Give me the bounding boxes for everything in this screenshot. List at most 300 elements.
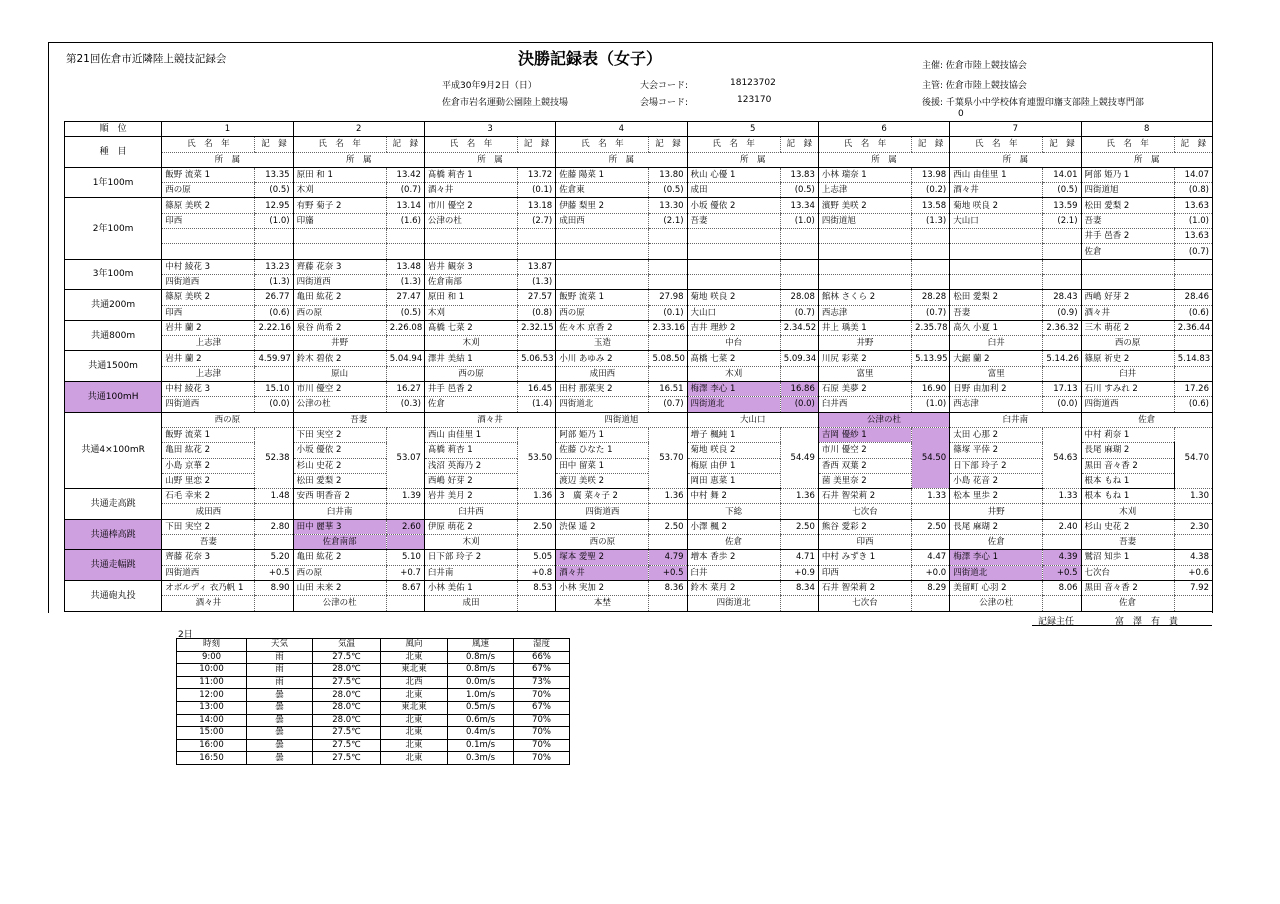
athlete-name: 伊藤 梨里 2 [556, 198, 649, 213]
record-column-header: 記 録 [912, 137, 950, 152]
athlete-name: 原田 和 1 [424, 290, 517, 305]
record-value: 13.80 [649, 167, 687, 182]
athlete-name: 篠原 祈史 2 [1081, 351, 1174, 366]
affiliation [293, 244, 386, 259]
relay-member: 下田 実空 2 [293, 427, 386, 442]
wind-value: (1.3) [386, 274, 424, 289]
athlete-name: 岩井 蘭 2 [162, 351, 255, 366]
weather-cell: 12:00 [177, 689, 247, 702]
affiliation-column-header: 所 属 [818, 152, 949, 167]
record-value: 13.59 [1043, 198, 1081, 213]
meet-code: 18123702 [730, 78, 776, 88]
affiliation: 酒々井 [162, 596, 255, 611]
affiliation: 原山 [293, 366, 386, 381]
wind-value [1043, 596, 1081, 611]
weather-cell: 28.0℃ [313, 689, 381, 702]
wind-value: (1.0) [780, 213, 818, 228]
relay-member: 亀田 紘花 2 [162, 443, 255, 458]
record-value: 8.06 [1043, 580, 1081, 595]
wind-value: (1.3) [518, 274, 556, 289]
record-value: 17.13 [1043, 382, 1081, 397]
relay-member: 長尾 麻瑚 2 [1081, 443, 1174, 458]
weather-header: 風速 [448, 639, 514, 652]
athlete-name: 鈴木 菜月 2 [687, 580, 780, 595]
weather-cell: 27.5℃ [313, 739, 381, 752]
record-value [649, 229, 687, 244]
wind-value [912, 535, 950, 550]
athlete-name: 梅澤 李心 1 [950, 550, 1043, 565]
affiliation: 七次台 [818, 504, 911, 519]
affiliation: 木刈 [424, 336, 517, 351]
record-value [255, 229, 293, 244]
athlete-name: 井手 邑香 2 [1081, 229, 1174, 244]
record-value [1043, 229, 1081, 244]
affiliation: 成田 [424, 596, 517, 611]
weather-cell: 東北東 [381, 664, 448, 677]
weather-cell: 曇 [247, 701, 313, 714]
affiliation: 七次台 [818, 596, 911, 611]
athlete-name: 菊地 咲良 2 [687, 290, 780, 305]
athlete-name: 小川 あゆみ 2 [556, 351, 649, 366]
record-value: 5.14.26 [1043, 351, 1081, 366]
athlete-name: 髙橋 莉杏 1 [424, 167, 517, 182]
athlete-name: 西山 由佳里 1 [950, 167, 1043, 182]
weather-cell: 雨 [247, 676, 313, 689]
name-column-header: 氏 名 年 [950, 137, 1043, 152]
relay-member: 杉山 史花 2 [293, 458, 386, 473]
affiliation: 中台 [687, 336, 780, 351]
athlete-name: 井手 邑香 2 [424, 382, 517, 397]
signature-line [1032, 625, 1212, 626]
affiliation: 臼井 [1081, 366, 1174, 381]
affiliation: 上志津 [162, 336, 255, 351]
affiliation: 大山口 [687, 305, 780, 320]
page-title: 決勝記録表（女子） [518, 49, 663, 68]
relay-time: 54.63 [1043, 427, 1081, 488]
affiliation: 佐倉 [1081, 244, 1174, 259]
wind-value: +0.5 [649, 565, 687, 580]
affiliation: 臼井西 [818, 397, 911, 412]
wind-value [255, 336, 293, 351]
signature-label: 記録主任 [1038, 617, 1075, 627]
record-value: 13.83 [780, 167, 818, 182]
athlete-name: 下田 実空 2 [162, 519, 255, 534]
record-value: 27.98 [649, 290, 687, 305]
event-label: 種 目 [65, 137, 162, 168]
relay-member: 日下部 玲子 2 [950, 458, 1043, 473]
wind-value: (0.5) [1043, 183, 1081, 198]
record-value: 13.87 [518, 259, 556, 274]
athlete-name: 長尾 麻瑚 2 [950, 519, 1043, 534]
signature-name: 富 澤 有 貴 [1115, 617, 1179, 627]
affiliation: 井野 [818, 336, 911, 351]
affiliation: 佐倉 [1081, 596, 1174, 611]
event-name: 共通棒高跳 [65, 519, 162, 550]
rank-header: 5 [687, 122, 818, 137]
relay-time: 54.49 [780, 427, 818, 488]
athlete-name: 篠原 美咲 2 [162, 198, 255, 213]
rank-header: 1 [162, 122, 293, 137]
athlete-name: 石原 美夢 2 [818, 382, 911, 397]
affiliation: 吾妻 [687, 213, 780, 228]
weather-cell: 北東 [381, 689, 448, 702]
athlete-name: 渋保 遥 2 [556, 519, 649, 534]
affiliation: 佐倉東 [556, 183, 649, 198]
rank-header: 8 [1081, 122, 1212, 137]
wind-value: (0.1) [518, 183, 556, 198]
relay-time: 54.50 [912, 427, 950, 488]
wind-value [649, 336, 687, 351]
affiliation: 本埜 [556, 596, 649, 611]
athlete-name: 美留町 心羽 2 [950, 580, 1043, 595]
wind-value [518, 535, 556, 550]
wind-value [649, 504, 687, 519]
wind-value: (0.5) [649, 183, 687, 198]
weather-cell: 70% [514, 727, 570, 740]
affiliation: 吾妻 [1081, 535, 1174, 550]
athlete-name [556, 229, 649, 244]
affiliation: 佐倉 [687, 535, 780, 550]
meet-code-label: 大会コード: [640, 81, 689, 91]
affiliation: 木刈 [424, 305, 517, 320]
athlete-name: 中村 舞 2 [687, 489, 780, 504]
affiliation: 富里 [950, 366, 1043, 381]
athlete-name [687, 259, 780, 274]
weather-cell: 北東 [381, 651, 448, 664]
wind-value [518, 336, 556, 351]
affiliation: 公津の杜 [950, 596, 1043, 611]
athlete-name: 黒田 音々香 2 [1081, 580, 1174, 595]
record-value: 4.71 [780, 550, 818, 565]
record-value: 26.77 [255, 290, 293, 305]
record-value: 13.98 [912, 167, 950, 182]
record-value: 4.39 [1043, 550, 1081, 565]
manager: 主管: 佐倉市陸上競技協会 [922, 81, 1027, 91]
wind-value: +0.6 [1174, 565, 1212, 580]
weather-cell: 北西 [381, 676, 448, 689]
affiliation-column-header: 所 属 [162, 152, 293, 167]
event-name: 共通800m [65, 320, 162, 351]
relay-team: 佐倉 [1081, 412, 1212, 427]
affiliation: 成田 [687, 183, 780, 198]
affiliation: 臼井南 [293, 504, 386, 519]
affiliation [687, 274, 780, 289]
record-column-header: 記 録 [649, 137, 687, 152]
athlete-name: 石川 すみれ 2 [1081, 382, 1174, 397]
record-value: 13.72 [518, 167, 556, 182]
relay-member: 黒田 音々香 2 [1081, 458, 1174, 473]
athlete-name: 濱野 美咲 2 [818, 198, 911, 213]
affiliation: 木刈 [424, 535, 517, 550]
wind-value: (0.0) [1043, 397, 1081, 412]
wind-value: (1.0) [255, 213, 293, 228]
affiliation: 四街道旭 [1081, 183, 1174, 198]
record-value: 16.90 [912, 382, 950, 397]
athlete-name [162, 229, 255, 244]
athlete-name: オボルディ 衣乃帆 1 [162, 580, 255, 595]
relay-member: 太田 心那 2 [950, 427, 1043, 442]
wind-value: (0.5) [386, 305, 424, 320]
athlete-name: 岩井 蘭 2 [162, 320, 255, 335]
athlete-name: 秋山 心優 1 [687, 167, 780, 182]
weather-cell: 0.4m/s [448, 727, 514, 740]
wind-value [912, 504, 950, 519]
record-value: 1.39 [386, 489, 424, 504]
record-value: 2.26.08 [386, 320, 424, 335]
affiliation: 酒々井 [950, 183, 1043, 198]
weather-cell: 70% [514, 689, 570, 702]
record-value: 7.92 [1174, 580, 1212, 595]
athlete-name: 川尻 彩菜 2 [818, 351, 911, 366]
affiliation: 成田西 [556, 213, 649, 228]
results-table [64, 121, 1213, 612]
weather-header: 気温 [313, 639, 381, 652]
wind-value: (1.3) [255, 274, 293, 289]
affiliation [950, 244, 1043, 259]
affiliation: 佐倉南部 [293, 535, 386, 550]
record-value: 13.58 [912, 198, 950, 213]
record-value: 13.23 [255, 259, 293, 274]
athlete-name: 泉谷 尚希 2 [293, 320, 386, 335]
rank-header: 2 [293, 122, 424, 137]
athlete-name: 松田 愛梨 2 [1081, 198, 1174, 213]
affiliation [424, 244, 517, 259]
athlete-name: 塚本 愛聖 2 [556, 550, 649, 565]
affiliation: 佐倉南部 [424, 274, 517, 289]
affiliation [556, 274, 649, 289]
affiliation: 西の原 [556, 535, 649, 550]
relay-member: 飯野 流菜 1 [162, 427, 255, 442]
relay-team: 臼井南 [950, 412, 1081, 427]
affiliation: 印西 [818, 535, 911, 550]
wind-value: (0.5) [780, 183, 818, 198]
record-value: 5.14.83 [1174, 351, 1212, 366]
wind-value: +0.0 [912, 565, 950, 580]
record-column-header: 記 録 [780, 137, 818, 152]
relay-member: 梅原 由伊 1 [687, 458, 780, 473]
weather-cell: 曇 [247, 689, 313, 702]
wind-value: (0.6) [255, 305, 293, 320]
wind-value [386, 244, 424, 259]
weather-header: 湿度 [514, 639, 570, 652]
wind-value [518, 504, 556, 519]
affiliation: 西志津 [818, 305, 911, 320]
weather-cell: 13:00 [177, 701, 247, 714]
relay-team: 四街道旭 [556, 412, 687, 427]
weather-cell: 66% [514, 651, 570, 664]
wind-value: (0.6) [1174, 397, 1212, 412]
wind-value: (0.7) [1174, 244, 1212, 259]
weather-cell: 27.5℃ [313, 651, 381, 664]
weather-cell: 14:00 [177, 714, 247, 727]
record-value [649, 259, 687, 274]
affiliation [950, 274, 1043, 289]
relay-member: 浅沼 英海乃 2 [424, 458, 517, 473]
event-name: 3年100m [65, 259, 162, 290]
athlete-name: 三木 萌花 2 [1081, 320, 1174, 335]
affiliation: 臼井 [687, 565, 780, 580]
organizer: 主催: 佐倉市陸上競技協会 [922, 61, 1027, 71]
affiliation-column-header: 所 属 [950, 152, 1081, 167]
relay-member: 菊地 咲良 2 [687, 443, 780, 458]
relay-time: 53.07 [386, 427, 424, 488]
sponsor: 後援: 千葉県小中学校体育連盟印旛支部陸上競技専門部 [922, 98, 1144, 108]
record-value: 5.13.95 [912, 351, 950, 366]
record-column-header: 記 録 [386, 137, 424, 152]
athlete-name: 篠原 美咲 2 [162, 290, 255, 305]
athlete-name: 増本 香歩 2 [687, 550, 780, 565]
affiliation: 印西 [818, 565, 911, 580]
record-value: 13.63 [1174, 198, 1212, 213]
sponsor-zero: 0 [958, 109, 964, 119]
record-value: 28.08 [780, 290, 818, 305]
affiliation: 富里 [818, 366, 911, 381]
wind-value: (0.5) [255, 183, 293, 198]
event-name: 共通200m [65, 290, 162, 321]
relay-time: 52.38 [255, 427, 293, 488]
wind-value: (2.1) [1043, 213, 1081, 228]
weather-cell: 曇 [247, 739, 313, 752]
affiliation: 西志津 [950, 397, 1043, 412]
weather-cell: 曇 [247, 714, 313, 727]
weather-header: 天気 [247, 639, 313, 652]
athlete-name: 石井 智栄莉 2 [818, 580, 911, 595]
wind-value [1174, 504, 1212, 519]
relay-team: 公津の杜 [818, 412, 949, 427]
relay-member: 佐藤 ひなた 1 [556, 443, 649, 458]
weather-cell: 16:50 [177, 752, 247, 765]
athlete-name: 中村 綾花 3 [162, 382, 255, 397]
affiliation: 四街道北 [950, 565, 1043, 580]
affiliation: 上志津 [162, 366, 255, 381]
wind-value: (0.0) [780, 397, 818, 412]
wind-value: (0.9) [1043, 305, 1081, 320]
affiliation [818, 274, 911, 289]
wind-value [255, 504, 293, 519]
wind-value [780, 336, 818, 351]
record-value: 1.33 [1043, 489, 1081, 504]
athlete-name: 佐藤 陽菜 1 [556, 167, 649, 182]
wind-value: (0.6) [1174, 305, 1212, 320]
affiliation: 井野 [293, 336, 386, 351]
wind-value: (0.8) [518, 305, 556, 320]
wind-value: (1.0) [912, 397, 950, 412]
record-value: 4.47 [912, 550, 950, 565]
affiliation: 西の原 [424, 366, 517, 381]
weather-cell: 0.8m/s [448, 651, 514, 664]
affiliation: 吾妻 [1081, 213, 1174, 228]
record-value: 13.42 [386, 167, 424, 182]
record-value: 12.95 [255, 198, 293, 213]
rank-header: 6 [818, 122, 949, 137]
athlete-name [818, 259, 911, 274]
name-column-header: 氏 名 年 [556, 137, 649, 152]
weather-cell: 28.0℃ [313, 714, 381, 727]
athlete-name: 石毛 幸来 2 [162, 489, 255, 504]
wind-value [386, 535, 424, 550]
weather-cell: 0.1m/s [448, 739, 514, 752]
record-value: 5.05 [518, 550, 556, 565]
athlete-name: 杉山 史花 2 [1081, 519, 1174, 534]
name-column-header: 氏 名 年 [1081, 137, 1174, 152]
relay-member: 松田 愛梨 2 [293, 473, 386, 488]
relay-team: 吾妻 [293, 412, 424, 427]
athlete-name [424, 229, 517, 244]
event-name: 共通砲丸投 [65, 580, 162, 611]
wind-value: (0.3) [386, 397, 424, 412]
affiliation: 上志津 [818, 183, 911, 198]
athlete-name: 鷲沼 知歩 1 [1081, 550, 1174, 565]
affiliation: 公津の杜 [424, 213, 517, 228]
record-column-header: 記 録 [518, 137, 556, 152]
athlete-name: 有野 菊子 2 [293, 198, 386, 213]
affiliation: 公津の杜 [293, 397, 386, 412]
affiliation: 玉造 [556, 336, 649, 351]
record-value: 8.53 [518, 580, 556, 595]
affiliation: 大山口 [950, 213, 1043, 228]
athlete-name: 吉井 理紗 2 [687, 320, 780, 335]
record-value: 1.48 [255, 489, 293, 504]
wind-value [518, 244, 556, 259]
record-column-header: 記 録 [1174, 137, 1212, 152]
relay-member: 小坂 優依 2 [293, 443, 386, 458]
affiliation: 四街道西 [162, 274, 255, 289]
record-value: 1.30 [1174, 489, 1212, 504]
record-value: 14.01 [1043, 167, 1081, 182]
relay-member: 小島 京華 2 [162, 458, 255, 473]
wind-value: (0.8) [1174, 183, 1212, 198]
weather-header: 風向 [381, 639, 448, 652]
athlete-name [687, 229, 780, 244]
weather-cell: 北東 [381, 714, 448, 727]
athlete-name: 原田 和 1 [293, 167, 386, 182]
wind-value [780, 535, 818, 550]
event-name: 共通走幅跳 [65, 550, 162, 581]
affiliation: 西の原 [293, 305, 386, 320]
athlete-name: 根本 もね 1 [1081, 489, 1174, 504]
athlete-name: 伊原 萌花 2 [424, 519, 517, 534]
affiliation: 四街道西 [162, 565, 255, 580]
weather-cell: 10:00 [177, 664, 247, 677]
wind-value [386, 366, 424, 381]
rank-header: 7 [950, 122, 1081, 137]
affiliation: 西の原 [162, 183, 255, 198]
wind-value: (0.7) [912, 305, 950, 320]
wind-value [1174, 274, 1212, 289]
wind-value: (0.1) [649, 305, 687, 320]
record-value: 2.80 [255, 519, 293, 534]
athlete-name: 小坂 優依 2 [687, 198, 780, 213]
affiliation: 木刈 [1081, 504, 1174, 519]
event-name: 共通走高跳 [65, 489, 162, 520]
relay-team: 西の原 [162, 412, 293, 427]
relay-member: 増子 楓純 1 [687, 427, 780, 442]
wind-value [255, 596, 293, 611]
affiliation [687, 244, 780, 259]
athlete-name: 中村 みずき 1 [818, 550, 911, 565]
record-value: 8.67 [386, 580, 424, 595]
athlete-name [293, 229, 386, 244]
record-value [912, 259, 950, 274]
athlete-name: 梅澤 李心 1 [687, 382, 780, 397]
wind-value [255, 244, 293, 259]
record-value: 5.09.34 [780, 351, 818, 366]
wind-value [912, 336, 950, 351]
wind-value: +0.5 [255, 565, 293, 580]
wind-value: +0.9 [780, 565, 818, 580]
event-name: 共通100mH [65, 382, 162, 413]
affiliation: 下総 [687, 504, 780, 519]
